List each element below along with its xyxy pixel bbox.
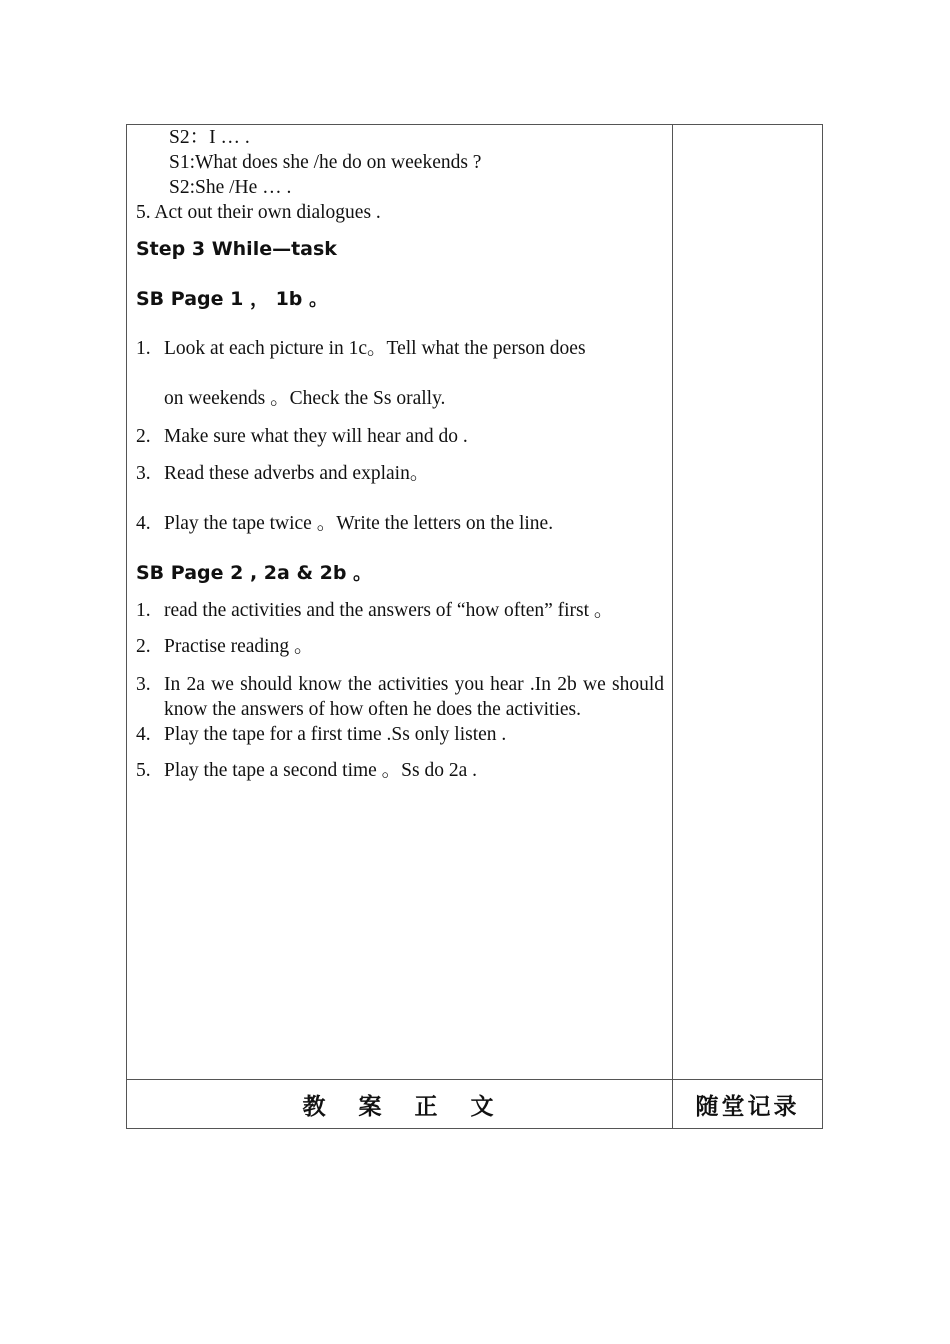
list-item (136, 598, 664, 623)
lesson-content-cell (136, 125, 664, 783)
list-item (136, 634, 664, 659)
list-item (136, 758, 664, 783)
list-text: on weekends 。Check the Ss orally. (164, 388, 446, 409)
list-number: 1. (136, 338, 151, 359)
list-number: 3. (136, 463, 151, 484)
lesson-plan-table (126, 124, 823, 1129)
footer-label-class-notes: 随堂记录 (695, 1092, 800, 1120)
list-item (136, 424, 664, 449)
footer-cell-class-notes (673, 1080, 822, 1128)
sb-page2-heading: SB Page 2 , 2a & 2b 。 (136, 562, 373, 584)
list-number: 3. (136, 674, 151, 695)
dialogue-line: S2：I … . (169, 127, 250, 148)
list-number: 1. (136, 600, 151, 621)
list-item (136, 672, 664, 722)
list-item (136, 336, 664, 361)
list-item (136, 461, 664, 486)
dialogue-line: S1:What does she /he do on weekends ? (169, 152, 482, 173)
list-text: In 2a we should know the activities you hear .In 2b we should know the answers of how often he does the activities. (164, 674, 664, 720)
dialogue-line: S2:She /He … . (169, 177, 292, 198)
list-text: read the activities and the answers of “how often” first 。 (164, 600, 614, 621)
list-item (136, 511, 664, 536)
list-text: Play the tape for a first time .Ss only listen . (164, 724, 507, 745)
step3-heading: Step 3 While—task (136, 238, 337, 260)
footer-label-lesson-text: 教 案 正 文 (302, 1092, 497, 1120)
list-number: 2. (136, 636, 151, 657)
footer-cell-lesson-text (127, 1080, 672, 1128)
list-number: 5. (136, 760, 151, 781)
act-out-line: 5. Act out their own dialogues . (136, 202, 381, 223)
list-item (136, 722, 664, 747)
list-text: Play the tape twice 。Write the letters on the line. (164, 513, 554, 534)
list-text: Make sure what they will hear and do . (164, 426, 468, 447)
list-text: Read these adverbs and explain。 (164, 463, 430, 484)
sb-page1-heading: SB Page 1 ， 1b 。 (136, 288, 329, 310)
list-item (136, 386, 664, 411)
list-text: Practise reading 。 (164, 636, 314, 657)
list-number: 4. (136, 513, 151, 534)
list-number: 4. (136, 724, 151, 745)
column-divider (672, 125, 673, 1128)
list-text: Look at each picture in 1c。Tell what the person does (164, 338, 586, 359)
list-number: 2. (136, 426, 151, 447)
list-text: Play the tape a second time 。Ss do 2a . (164, 760, 478, 781)
